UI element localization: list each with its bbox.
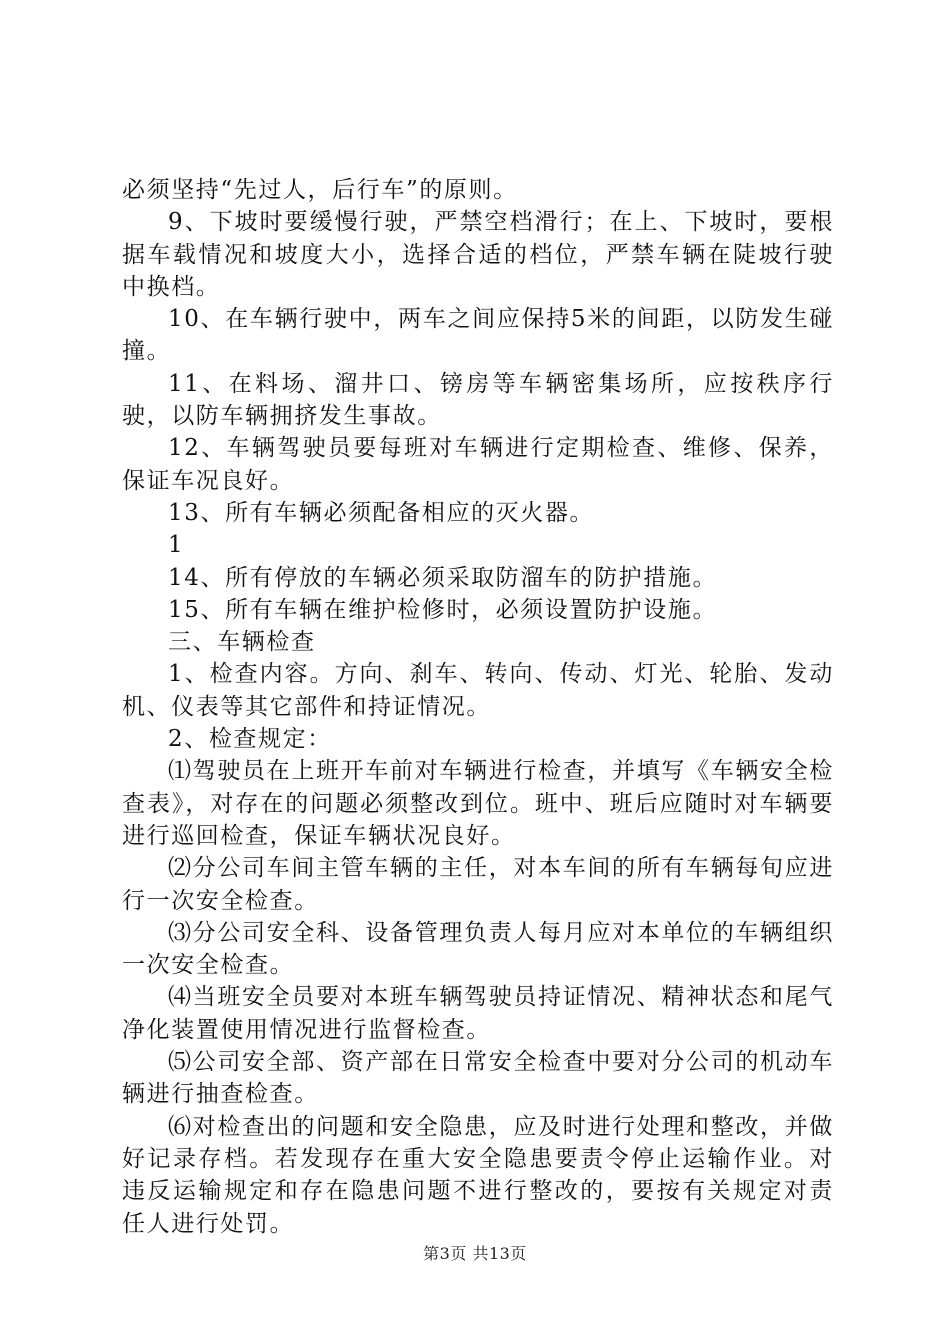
page-number-label: 第3页 共13页 — [423, 1244, 527, 1263]
section-heading-vehicle-inspection: 三、车辆检查 — [168, 629, 316, 656]
paragraph-continuation: 必须坚持“先过人，后行车”的原则。 — [122, 177, 518, 203]
paragraph-rule-item-3: ⑶分公司安全科、设备管理负责人每月应对本单位的车辆组织一次安全检查。 — [122, 919, 834, 979]
paragraph-rule-11: 11、在料场、溜井口、镑房等车辆密集场所，应按秩序行驶，以防车辆拥挤发生事故。 — [122, 370, 834, 430]
paragraph-rule-12: 12、车辆驾驶员要每班对车辆进行定期检查、维修、保养，保证车况良好。 — [122, 435, 834, 494]
paragraph-rule-item-5: ⑸公司安全部、资产部在日常安全检查中要对分公司的机动车辆进行抽查检查。 — [122, 1049, 834, 1108]
paragraph-rule-9: 9、下坡时要缓慢行驶，严禁空档滑行；在上、下坡时，要根据车载情况和坡度大小，选择合适的档位，严禁车辆在陡坡行驶中换档。 — [122, 209, 834, 300]
paragraph-inspection-content: 1、检查内容。方向、刹车、转向、传动、灯光、轮胎、发动机、仪表等其它部件和持证情况。 — [122, 661, 834, 720]
paragraph-rule-item-2: ⑵分公司车间主管车辆的主任，对本车间的所有车辆每旬应进行一次安全检查。 — [122, 855, 834, 914]
document-body — [122, 174, 834, 1240]
paragraph-rule-item-4: ⑷当班安全员要对本班车辆驾驶员持证情况、精神状态和尾气净化装置使用情况进行监督检查。 — [122, 984, 834, 1043]
page-footer — [0, 1244, 950, 1264]
paragraph-rule-item-6: ⑹对检查出的问题和安全隐患，应及时进行处理和整改，并做好记录存档。若发现存在重大安全隐患要责令停止运输作业。对违反运输规定和存在隐患问题不进行整改的，要按有关规定对责任人进行处罚。 — [122, 1113, 834, 1237]
paragraph-rule-15: 15、所有车辆在维护检修时，必须设置防护设施。 — [168, 596, 718, 623]
paragraph-rule-14: 14、所有停放的车辆必须采取防溜车的防护措施。 — [168, 564, 718, 591]
paragraph-rule-13: 13、所有车辆必须配备相应的灭火器。 — [168, 499, 595, 526]
paragraph-rule-10: 10、在车辆行驶中，两车之间应保持5米的间距，以防发生碰撞。 — [122, 306, 834, 365]
page-break-marker: 1 — [168, 532, 185, 559]
paragraph-inspection-rules: 2、检查规定： — [168, 726, 332, 753]
paragraph-rule-item-1: ⑴驾驶员在上班开车前对车辆进行检查，并填写《车辆安全检查表》，对存在的问题必须整改到位。班中、班后应随时对车辆要进行巡回检查，保证车辆状况良好。 — [122, 758, 834, 849]
